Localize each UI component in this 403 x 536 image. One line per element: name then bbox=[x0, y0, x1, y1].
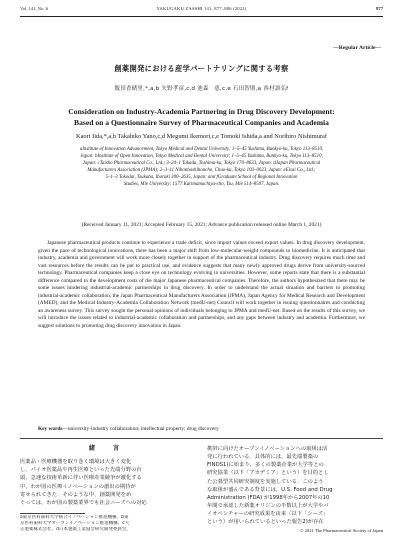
keywords-text: —university-industry collaboration; intellectual property; drug discovery bbox=[62, 426, 219, 432]
affiliation-line: Japan: cTaisho Pharmaceutical Co., Ltd.; 3–24–1 Takada, Toshima-ku, Tokyo 170–8633, Japan: dJapan Pharmaceutical bbox=[82, 161, 321, 167]
body-line: 頭，急速な技術革新に伴い医療産業競争が激化する bbox=[20, 475, 142, 482]
page-number: 877 bbox=[376, 6, 383, 11]
body-line: 医薬品・医療機器を取り巻く環境は大きく変化 bbox=[20, 459, 132, 466]
keywords-label: Key words bbox=[38, 426, 63, 432]
body-line: 研究協業（以下「アカデミア」という）を目的とし bbox=[207, 470, 329, 477]
body-line: FINDS1)に始まり，多くの製薬企業が大学等との bbox=[207, 462, 324, 469]
keywords bbox=[38, 426, 365, 432]
body-line: ぐっては，わが国の製薬業界でも社会ニーズへの対応 bbox=[20, 499, 147, 506]
copyright-notice: © 2021 The Pharmaceutical Society of Japan bbox=[299, 528, 383, 533]
body-line: た公募型共同研究制度を実施している．このよう bbox=[207, 478, 324, 485]
introduction-heading: 緒 言 bbox=[88, 445, 126, 452]
title-english-line: Based on a Questionnaire Survey of Pharmaceutical Companies and Academia bbox=[74, 118, 329, 127]
footnotes bbox=[20, 515, 194, 534]
section-divider bbox=[20, 438, 383, 439]
left-column bbox=[20, 445, 194, 507]
abstract bbox=[38, 240, 365, 330]
header-divider bbox=[20, 16, 383, 17]
footnote-line: a東京医科歯科大学統合イノベーション推進機構，b東 bbox=[20, 515, 129, 520]
affiliation-line: 5–1–3 Tokodai, Tsukuba, Ibaraki 300–2635, Japan: and fGraduate School of Regional Innovation bbox=[105, 175, 298, 181]
affiliation-line: Studies, Mie University; 1577 Kurimamachiya-cho, Tsu, Mie 514–8507, Japan. bbox=[123, 182, 280, 188]
journal-citation: YAKUGAKU ZASSHI 141, 877–886 (2021) bbox=[156, 6, 247, 11]
body-line: 年間で承認した新薬オリジンの半数以上が大学やバ bbox=[207, 503, 329, 510]
body-line: Administration (FDA) が1998年から2007年の10 bbox=[207, 494, 330, 501]
running-header bbox=[20, 6, 383, 16]
affiliation-line: aInstitute of Innovation Advancement, Tokyo Medical and Dental University; 1–5–45 Yushima, Bunkyo-ku, Tokyo 113–8510, bbox=[79, 147, 324, 152]
title-english bbox=[30, 106, 373, 128]
body-line: 発に行われている．具体的には，最先端製薬の bbox=[207, 454, 319, 461]
affiliations bbox=[48, 146, 355, 189]
authors-japanese: 飯田香緒里,*,a,b 矢野孝彦,c,d 池森 恵,c,e 石田智則,a 西村訓弘f bbox=[114, 86, 289, 92]
title-english-line: Consideration on Industry-Academia Partnering in Drug Discovery Development: bbox=[68, 107, 335, 116]
body-line: 携帯に向けたオープンイノベーションへの取組は活 bbox=[207, 446, 328, 452]
footnote-divider bbox=[20, 513, 85, 514]
publication-dates: (Received January 11, 2021; Accepted February 15, 2021; Advance publication released online March 1, 2021) bbox=[81, 222, 322, 228]
body-line: し，バイオ医薬品や再生医療といった先端分野の台 bbox=[20, 467, 142, 474]
affiliation-line: Japan: bInstitute of Open Innovation, Tokyo Medical and Dental University; 1–5–45 Yushima, Bunkyo-ku, Tokyo 113–8510, bbox=[80, 154, 323, 160]
abstract-text: Japanese pharmaceutical products continue to experience a trade deficit, since import values exceed export values. In drug discovery development, given the pace of technological innovations, there has been a major shift from low-molecular-weight compounds to biomedicine. It is anticipated that industry, academia and government will work more closely together in support of the pharmaceutical industry. Drug discovery requires much time and vast resources before the results can be put to practical use, and evidence suggests that many newly approved drugs derive from university-sourced technology. Pharmaceutical companies keep a close eye on technology evolving in universities. However, some reports state that there is a substantial difference compared to the development costs of the major Japanese pharmaceutical companies. Therefore, the authors hypothesized that there may be some issues hindering industrial-academic partnerships in drug discovery. In order to understand the actual situation and barriers to promoting industrial-academic collaboration, the Japan Pharmaceutical Manufacturers Association (JPMA), Japan Agency for Medical Research and Development (AMED), and the Medical Industry-Academia Collaboration Network (medU-net) Council will work together in issuing questionnaires and conducting an awareness survey. This survey sought the personal opinions of individuals belonging to JPMA and medU-net. Based on the results of this survey, we will introduce the issues related to industrial-academic collaboration and partnerships, and any gaps between industry and academia. Furthermore, we suggest solutions to promoting drug discovery innovation in Japan. bbox=[38, 240, 365, 329]
right-column bbox=[207, 445, 383, 527]
volume-issue: Vol. 141, No. 6 bbox=[20, 6, 48, 11]
footnote-line: 京医科歯科大学オープンイノベーション推進機構，c大 bbox=[20, 521, 130, 527]
body-line: という）が用いられているといった報告2)が存在 bbox=[207, 519, 324, 526]
body-line: な取組が盛んである背景には，U.S. Food and Drug bbox=[207, 486, 333, 493]
affiliation-line: Manufacturers Association (JPMA); 2–3–11 Nihonbashihoncho, Chuo-ku, Tokyo 103–0023, Japan: eEisai Co., Ltd.; bbox=[87, 168, 316, 174]
body-line: 中，わが国の医療イノベーションの創出の期待が bbox=[20, 483, 136, 490]
article-type-label: —Regular Article— bbox=[333, 45, 381, 51]
title-japanese: 創薬開発における産学パートナリングに関する考察 bbox=[114, 64, 289, 73]
body-line: 寄せられてきた．そのような中，創薬開発をめ bbox=[20, 491, 132, 498]
body-line: イオベンチャーの研究成果を由来（以下「シーズ」 bbox=[207, 511, 329, 518]
footnote-line: 正製薬株式会社，d日本製薬工業協会研究開発委員会， bbox=[20, 527, 131, 533]
authors-english: Kaori Iida,*,a,b Takahiko Yano,c,d Megumi Ikemori,c,e Tomoki Ishida,a and Norihiro Nishimuraf bbox=[75, 133, 328, 140]
